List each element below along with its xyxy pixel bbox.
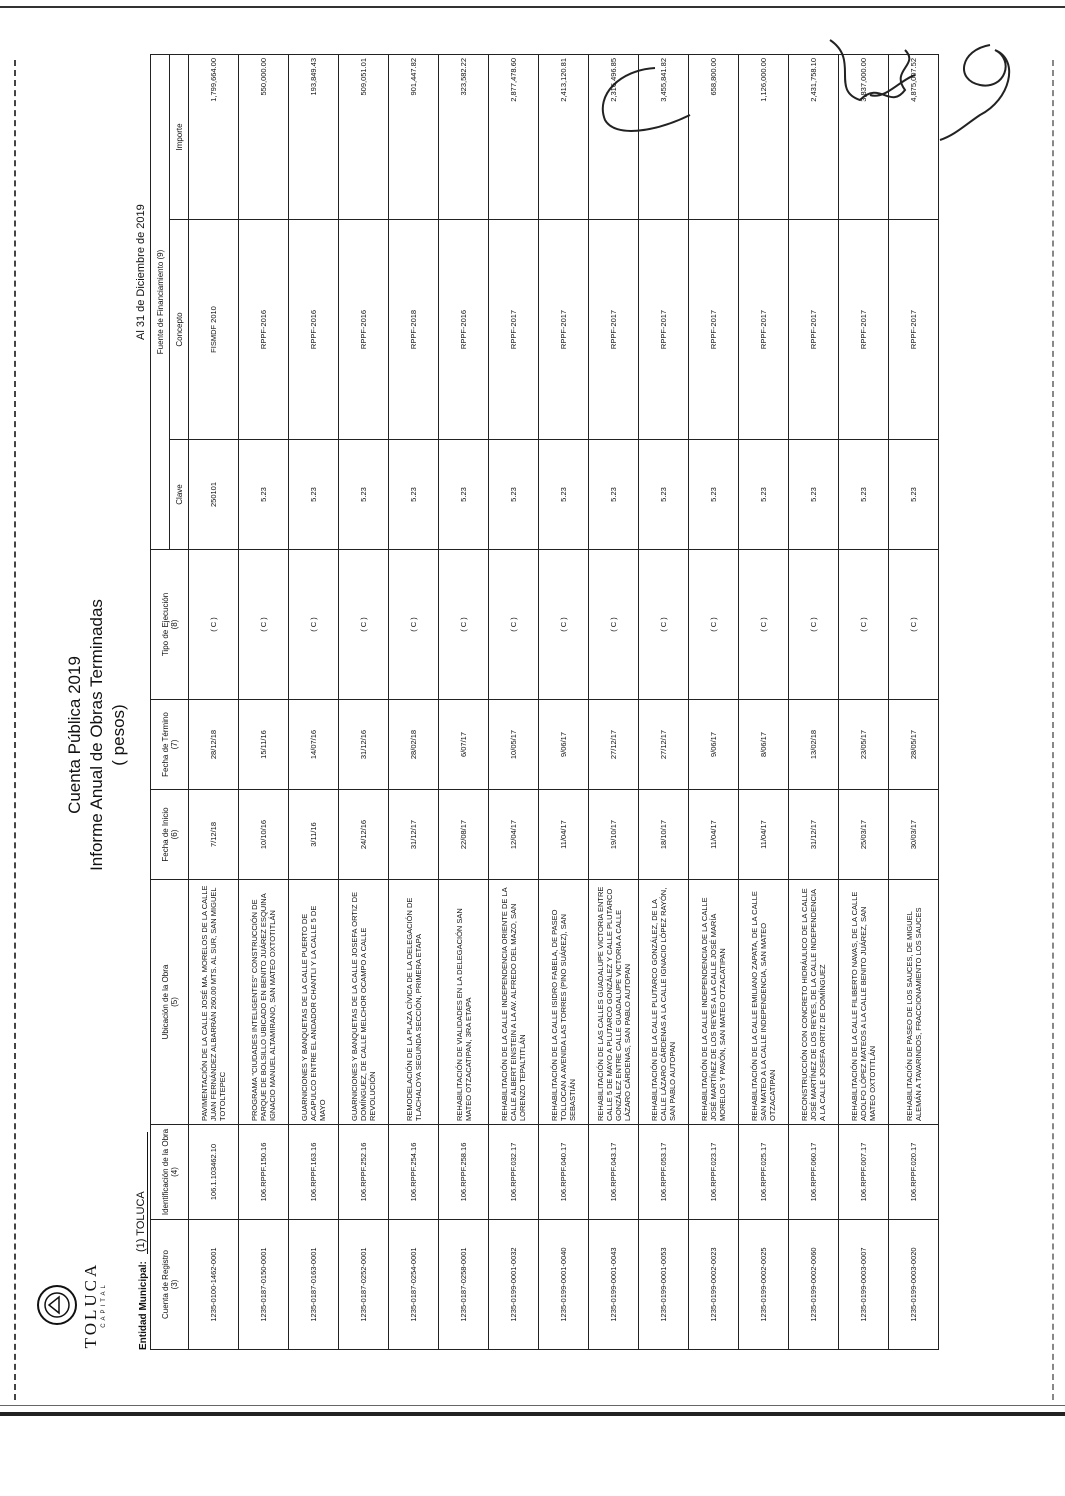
cell-inicio: 25/03/17 [839, 790, 889, 880]
cell-termino: 6/07/17 [439, 700, 489, 790]
cell-ident: 106.RPPF.032.17 [489, 1125, 539, 1220]
cell-termino: 8/06/17 [739, 700, 789, 790]
cell-clave: 5.23 [239, 440, 289, 550]
cell-clave: 5.23 [339, 440, 389, 550]
cell-registro: 1235-0199-0002-0060 [789, 1220, 839, 1350]
cell-registro: 1235-0199-0002-0023 [689, 1220, 739, 1350]
cell-concepto: RPPF-2016 [439, 220, 489, 440]
cell-clave: 5.23 [539, 440, 589, 550]
page-edge-bottom [0, 1412, 1065, 1416]
cell-registro: 1235-0199-0001-0053 [639, 1220, 689, 1350]
cell-clave: 5.23 [739, 440, 789, 550]
col-ident: Identificación de la Obra (4) [151, 1125, 189, 1220]
cell-inicio: 18/10/17 [639, 790, 689, 880]
scan-margin-left [14, 60, 18, 1400]
cell-tipo: ( C ) [189, 550, 239, 700]
table-body [189, 54, 939, 1349]
cell-termino: 9/06/17 [539, 700, 589, 790]
cell-tipo: ( C ) [239, 550, 289, 700]
cell-termino: 23/05/17 [839, 700, 889, 790]
report-subtitle: Informe Anual de Obras Terminadas [87, 599, 106, 871]
col-concepto: Concepto [170, 220, 189, 440]
cell-registro: 1235-0187-0163-0001 [289, 1220, 339, 1350]
cell-tipo: ( C ) [389, 550, 439, 700]
cell-registro: 1235-0199-0003-0007 [839, 1220, 889, 1350]
cell-ident: 106.RPPF.258.16 [439, 1125, 489, 1220]
cell-ident: 106.RPPF.060.17 [789, 1125, 839, 1220]
cell-tipo: ( C ) [689, 550, 739, 700]
cell-tipo: ( C ) [439, 550, 489, 700]
cell-tipo: ( C ) [339, 550, 389, 700]
cell-inicio: 3/11/16 [289, 790, 339, 880]
cell-tipo: ( C ) [839, 550, 889, 700]
cell-ident: 106.RPPF.025.17 [739, 1125, 789, 1220]
cell-importe: 3,837,000.00 [839, 54, 889, 219]
cell-ident: 106.RPPF.023.17 [689, 1125, 739, 1220]
entity-label: Entidad Municipal: [138, 1261, 149, 1350]
col-fuente: Fuente de Financiamiento (9) [151, 54, 170, 549]
cell-inicio: 10/10/16 [239, 790, 289, 880]
cell-importe: 1,799,664.00 [189, 54, 239, 219]
cell-clave: 5.23 [389, 440, 439, 550]
entity-value: (1) TOLUCA [135, 1132, 148, 1254]
cell-ubic: REHABILITACIÓN DE LAS CALLES GUADALUPE VICTORIA ENTRE CALLE 5 DE MAYO A PLUTARCO GONZÁLEZ Y CALLE PLUTARCO GONZÁLEZ ENTRE CALLE GUADALUPE VICTORIA A CALLE LÁZARO CÁRDENAS, SAN PABLO AUTOPAN [589, 880, 639, 1125]
cell-importe: 509,051.01 [339, 54, 389, 219]
cell-tipo: ( C ) [739, 550, 789, 700]
cell-importe: 323,582.22 [439, 54, 489, 219]
table-row [289, 54, 339, 1349]
cell-ident: 106.1.103462.10 [189, 1125, 239, 1220]
cell-inicio: 24/12/16 [339, 790, 389, 880]
logo-brand: TOLUCA [81, 1261, 100, 1349]
cell-clave: 5.23 [489, 440, 539, 550]
cell-ubic: PROGRAMA "CIUDADES INTELIGENTES" CONSTRUCCIÓN DE PARQUE DE BOLSILLO UBICADO EN BENITO JUÁREZ ESQUINA IGNACIO MANUEL ALTAMIRANO, SAN MATEO OXTOTITLÁN [239, 880, 289, 1125]
cell-registro: 1235-0187-0150-0001 [239, 1220, 289, 1350]
report-units: ( pesos) [109, 704, 128, 766]
cell-concepto: RPPF-2017 [539, 220, 589, 440]
page-edge-top [0, 6, 1065, 8]
cell-ubic: REHABILITACIÓN DE LA CALLE EMILIANO ZAPATA, DE LA CALLE SAN MATEO A LA CALLE INDEPENDENCIA, SAN MATEO OTZACATIPAN [739, 880, 789, 1125]
cell-inicio: 11/04/17 [739, 790, 789, 880]
col-importe: Importe [170, 54, 189, 219]
scan-margin-right [1052, 60, 1056, 1400]
cell-inicio: 31/12/17 [389, 790, 439, 880]
cell-importe: 550,000.00 [239, 54, 289, 219]
cell-termino: 10/05/17 [489, 700, 539, 790]
table-row [439, 54, 489, 1349]
cell-ubic: GUARNICIONES Y BANQUETAS DE LA CALLE JOSEFA ORTIZ DE DOMÍNGUEZ, DE CALLE MELCHOR OCAMPO A CALLE REVOLUCIÓN [339, 880, 389, 1125]
table-row [689, 54, 739, 1349]
table-row [889, 54, 939, 1349]
table-row [189, 54, 239, 1349]
cell-tipo: ( C ) [489, 550, 539, 700]
cell-concepto: RPPF-2017 [589, 220, 639, 440]
cell-ident: 106.RPPF.053.17 [639, 1125, 689, 1220]
table-row [389, 54, 439, 1349]
cell-importe: 193,849.43 [289, 54, 339, 219]
cell-concepto: RPPF-2017 [639, 220, 689, 440]
cell-clave: 5.23 [689, 440, 739, 550]
cell-clave: 5.23 [439, 440, 489, 550]
page-edge-line [0, 1405, 1065, 1406]
table-row [639, 54, 689, 1349]
cell-tipo: ( C ) [289, 550, 339, 700]
cell-importe: 2,431,758.10 [789, 54, 839, 219]
cell-ident: 106.RPPF.007.17 [839, 1125, 889, 1220]
table-row [539, 54, 589, 1349]
cell-ident: 106.RPPF.163.16 [289, 1125, 339, 1220]
cell-termino: 28/12/18 [189, 700, 239, 790]
cell-clave: 5.23 [639, 440, 689, 550]
rotated-page [35, 50, 1035, 1350]
cell-ubic: GUARNICIONES Y BANQUETAS DE LA CALLE PUERTO DE ACAPULCO ENTRE EL ANDADOR CHANTLI Y LA CALLE 5 DE MAYO [289, 880, 339, 1125]
cell-ubic: PAVIMENTACIÓN DE LA CALLE JOSÉ MA. MORELOS DE LA CALLE JUAN FERNÁNDEZ ALBARRÁN 260.00 MTS. AL SUR, SAN MIGUEL TOTOLTEPEC [189, 880, 239, 1125]
cell-inicio: 12/04/17 [489, 790, 539, 880]
cell-inicio: 11/04/17 [539, 790, 589, 880]
cell-registro: 1235-0199-0001-0040 [539, 1220, 589, 1350]
cell-importe: 2,316,496.85 [589, 54, 639, 219]
col-termino: Fecha de Término (7) [151, 700, 189, 790]
cell-termino: 14/07/16 [289, 700, 339, 790]
cell-termino: 15/11/16 [239, 700, 289, 790]
col-tipo: Tipo de Ejecución (8) [151, 550, 189, 700]
cell-concepto: RPPF-2017 [489, 220, 539, 440]
cell-ubic: REMODELACIÓN DE LA PLAZA CÍVICA DE LA DELEGACIÓN DE TLACHALOYA SEGUNDA SECCIÓN, PRIMERA ETAPA [389, 880, 439, 1125]
cell-inicio: 30/03/17 [889, 790, 939, 880]
cell-tipo: ( C ) [539, 550, 589, 700]
report-title: Cuenta Pública 2019 [65, 656, 84, 814]
cell-importe: 3,455,841.82 [639, 54, 689, 219]
cell-clave: 5.23 [789, 440, 839, 550]
table-row [839, 54, 889, 1349]
cell-registro: 1235-0187-0254-0001 [389, 1220, 439, 1350]
cell-concepto: RPPF-2017 [839, 220, 889, 440]
cell-clave: 5.23 [289, 440, 339, 550]
cell-registro: 1235-0199-0003-0020 [889, 1220, 939, 1350]
cell-clave: 5.23 [589, 440, 639, 550]
cell-ubic: REHABILITACIÓN DE PASEO DE LOS SAUCES, DE MIGUEL ALEMÁN A TAVARINDOS, FRACCIONAMIENTO LOS SAUCES [889, 880, 939, 1125]
cell-termino: 27/12/17 [589, 700, 639, 790]
cell-concepto: RPPF-2017 [739, 220, 789, 440]
cell-ident: 106.RPPF.020.17 [889, 1125, 939, 1220]
cell-concepto: RPPF-2017 [689, 220, 739, 440]
cell-ubic: REHABILITACIÓN DE LA CALLE INDEPENDENCIA ORIENTE DE LA CALLE ALBERT EINSTEIN A LA AV. ALFREDO DEL MAZO, SAN LORENZO TEPALTITLÁN [489, 880, 539, 1125]
cell-registro: 1235-0187-0252-0001 [339, 1220, 389, 1350]
cell-importe: 901,447.82 [389, 54, 439, 219]
cell-concepto: RPPF-2017 [889, 220, 939, 440]
cell-ubic: REHABILITACIÓN DE LA CALLE INDEPENDENCIA DE LA CALLE JOSÉ MARTÍNEZ DE LOS REYES A LA CALLE JOSÉ MARÍA MORELOS Y PAVÓN, SAN MATEO OTZACATIPAN [689, 880, 739, 1125]
col-ubic: Ubicación de la Obra (5) [151, 880, 189, 1125]
cell-inicio: 19/10/17 [589, 790, 639, 880]
obras-table [150, 54, 939, 1350]
cell-importe: 2,413,120.81 [539, 54, 589, 219]
cell-importe: 4,875,007.52 [889, 54, 939, 219]
cell-tipo: ( C ) [789, 550, 839, 700]
cell-ubic: REHABILITACIÓN DE LA CALLE ISIDRO FABELA, DE PASEO TOLLOCAN A AVENIDA LAS TORRES (PINO SUÁREZ), SAN SEBASTIÁN [539, 880, 589, 1125]
table-row [239, 54, 289, 1349]
col-clave: Clave [170, 440, 189, 550]
cell-inicio: 11/04/17 [689, 790, 739, 880]
cell-registro: 1235-0199-0001-0032 [489, 1220, 539, 1350]
cell-ident: 106.RPPF.254.16 [389, 1125, 439, 1220]
col-inicio: Fecha de Inicio (6) [151, 790, 189, 880]
table-row [339, 54, 389, 1349]
cell-ubic: REHABILITACIÓN DE LA CALLE PLUTARCO GONZÁLEZ, DE LA CALLE LÁZARO CÁRDENAS A LA CALLE IGNACIO LÓPEZ RAYÓN, SAN PABLO AUTOPAN [639, 880, 689, 1125]
cell-ubic: REHABILITACIÓN DE VIALIDADES EN LA DELEGACIÓN SAN MATEO OTZACATIPAN, 3RA ETAPA [439, 880, 489, 1125]
cell-registro: 1235-0187-0258-0001 [439, 1220, 489, 1350]
cell-concepto: FISMDF 2010 [189, 220, 239, 440]
cell-ident: 106.RPPF.040.17 [539, 1125, 589, 1220]
cell-termino: 31/12/16 [339, 700, 389, 790]
table-row [739, 54, 789, 1349]
cell-importe: 1,126,000.00 [739, 54, 789, 219]
cell-registro: 1235-0199-0002-0025 [739, 1220, 789, 1350]
cell-termino: 13/02/18 [789, 700, 839, 790]
cell-clave: 5.23 [839, 440, 889, 550]
cell-importe: 658,800.00 [689, 54, 739, 219]
cell-termino: 27/12/17 [639, 700, 689, 790]
cell-ubic: RECONSTRUCCIÓN CON CONCRETO HIDRÁULICO DE LA CALLE JOSÉ MARTÍNEZ DE LOS REYES, DE LA CALLE INDEPENDENCIA A LA CALLE JOSEFA ORTIZ DE DOMÍNGUEZ [789, 880, 839, 1125]
report-date: Al 31 de Diciembre de 2019 [135, 204, 147, 340]
cell-termino: 28/02/18 [389, 700, 439, 790]
table-row [589, 54, 639, 1349]
cell-ident: 106.RPPF.150.16 [239, 1125, 289, 1220]
cell-termino: 28/05/17 [889, 700, 939, 790]
cell-importe: 2,877,478.60 [489, 54, 539, 219]
cell-tipo: ( C ) [589, 550, 639, 700]
cell-ubic: REHABILITACIÓN DE LA CALLE FILIBERTO NAVAS, DE LA CALLE ADOLFO LÓPEZ MATEOS A LA CALLE BENITO JUÁREZ, SAN MATEO OXTOTITLÁN [839, 880, 889, 1125]
cell-concepto: RPPF-2016 [239, 220, 289, 440]
cell-tipo: ( C ) [889, 550, 939, 700]
cell-clave: 5.23 [889, 440, 939, 550]
cell-registro: 1235-0199-0001-0043 [589, 1220, 639, 1350]
cell-termino: 9/06/17 [689, 700, 739, 790]
cell-clave: 250101 [189, 440, 239, 550]
table-row [489, 54, 539, 1349]
logo-brand-sub: CAPITAL [101, 1282, 107, 1328]
cell-ident: 106.RPPF.252.16 [339, 1125, 389, 1220]
col-registro: Cuenta de Registro (3) [151, 1220, 189, 1350]
cell-concepto: RPPF-2016 [339, 220, 389, 440]
cell-inicio: 22/08/17 [439, 790, 489, 880]
cell-inicio: 31/12/17 [789, 790, 839, 880]
cell-registro: 1235-0100-1462-0001 [189, 1220, 239, 1350]
cell-tipo: ( C ) [639, 550, 689, 700]
cell-concepto: RPPF-2016 [289, 220, 339, 440]
table-row [789, 54, 839, 1349]
cell-inicio: 7/12/18 [189, 790, 239, 880]
cell-concepto: RPPF-2017 [789, 220, 839, 440]
cell-ident: 106.RPPF.043.17 [589, 1125, 639, 1220]
cell-concepto: RPPF-2018 [389, 220, 439, 440]
